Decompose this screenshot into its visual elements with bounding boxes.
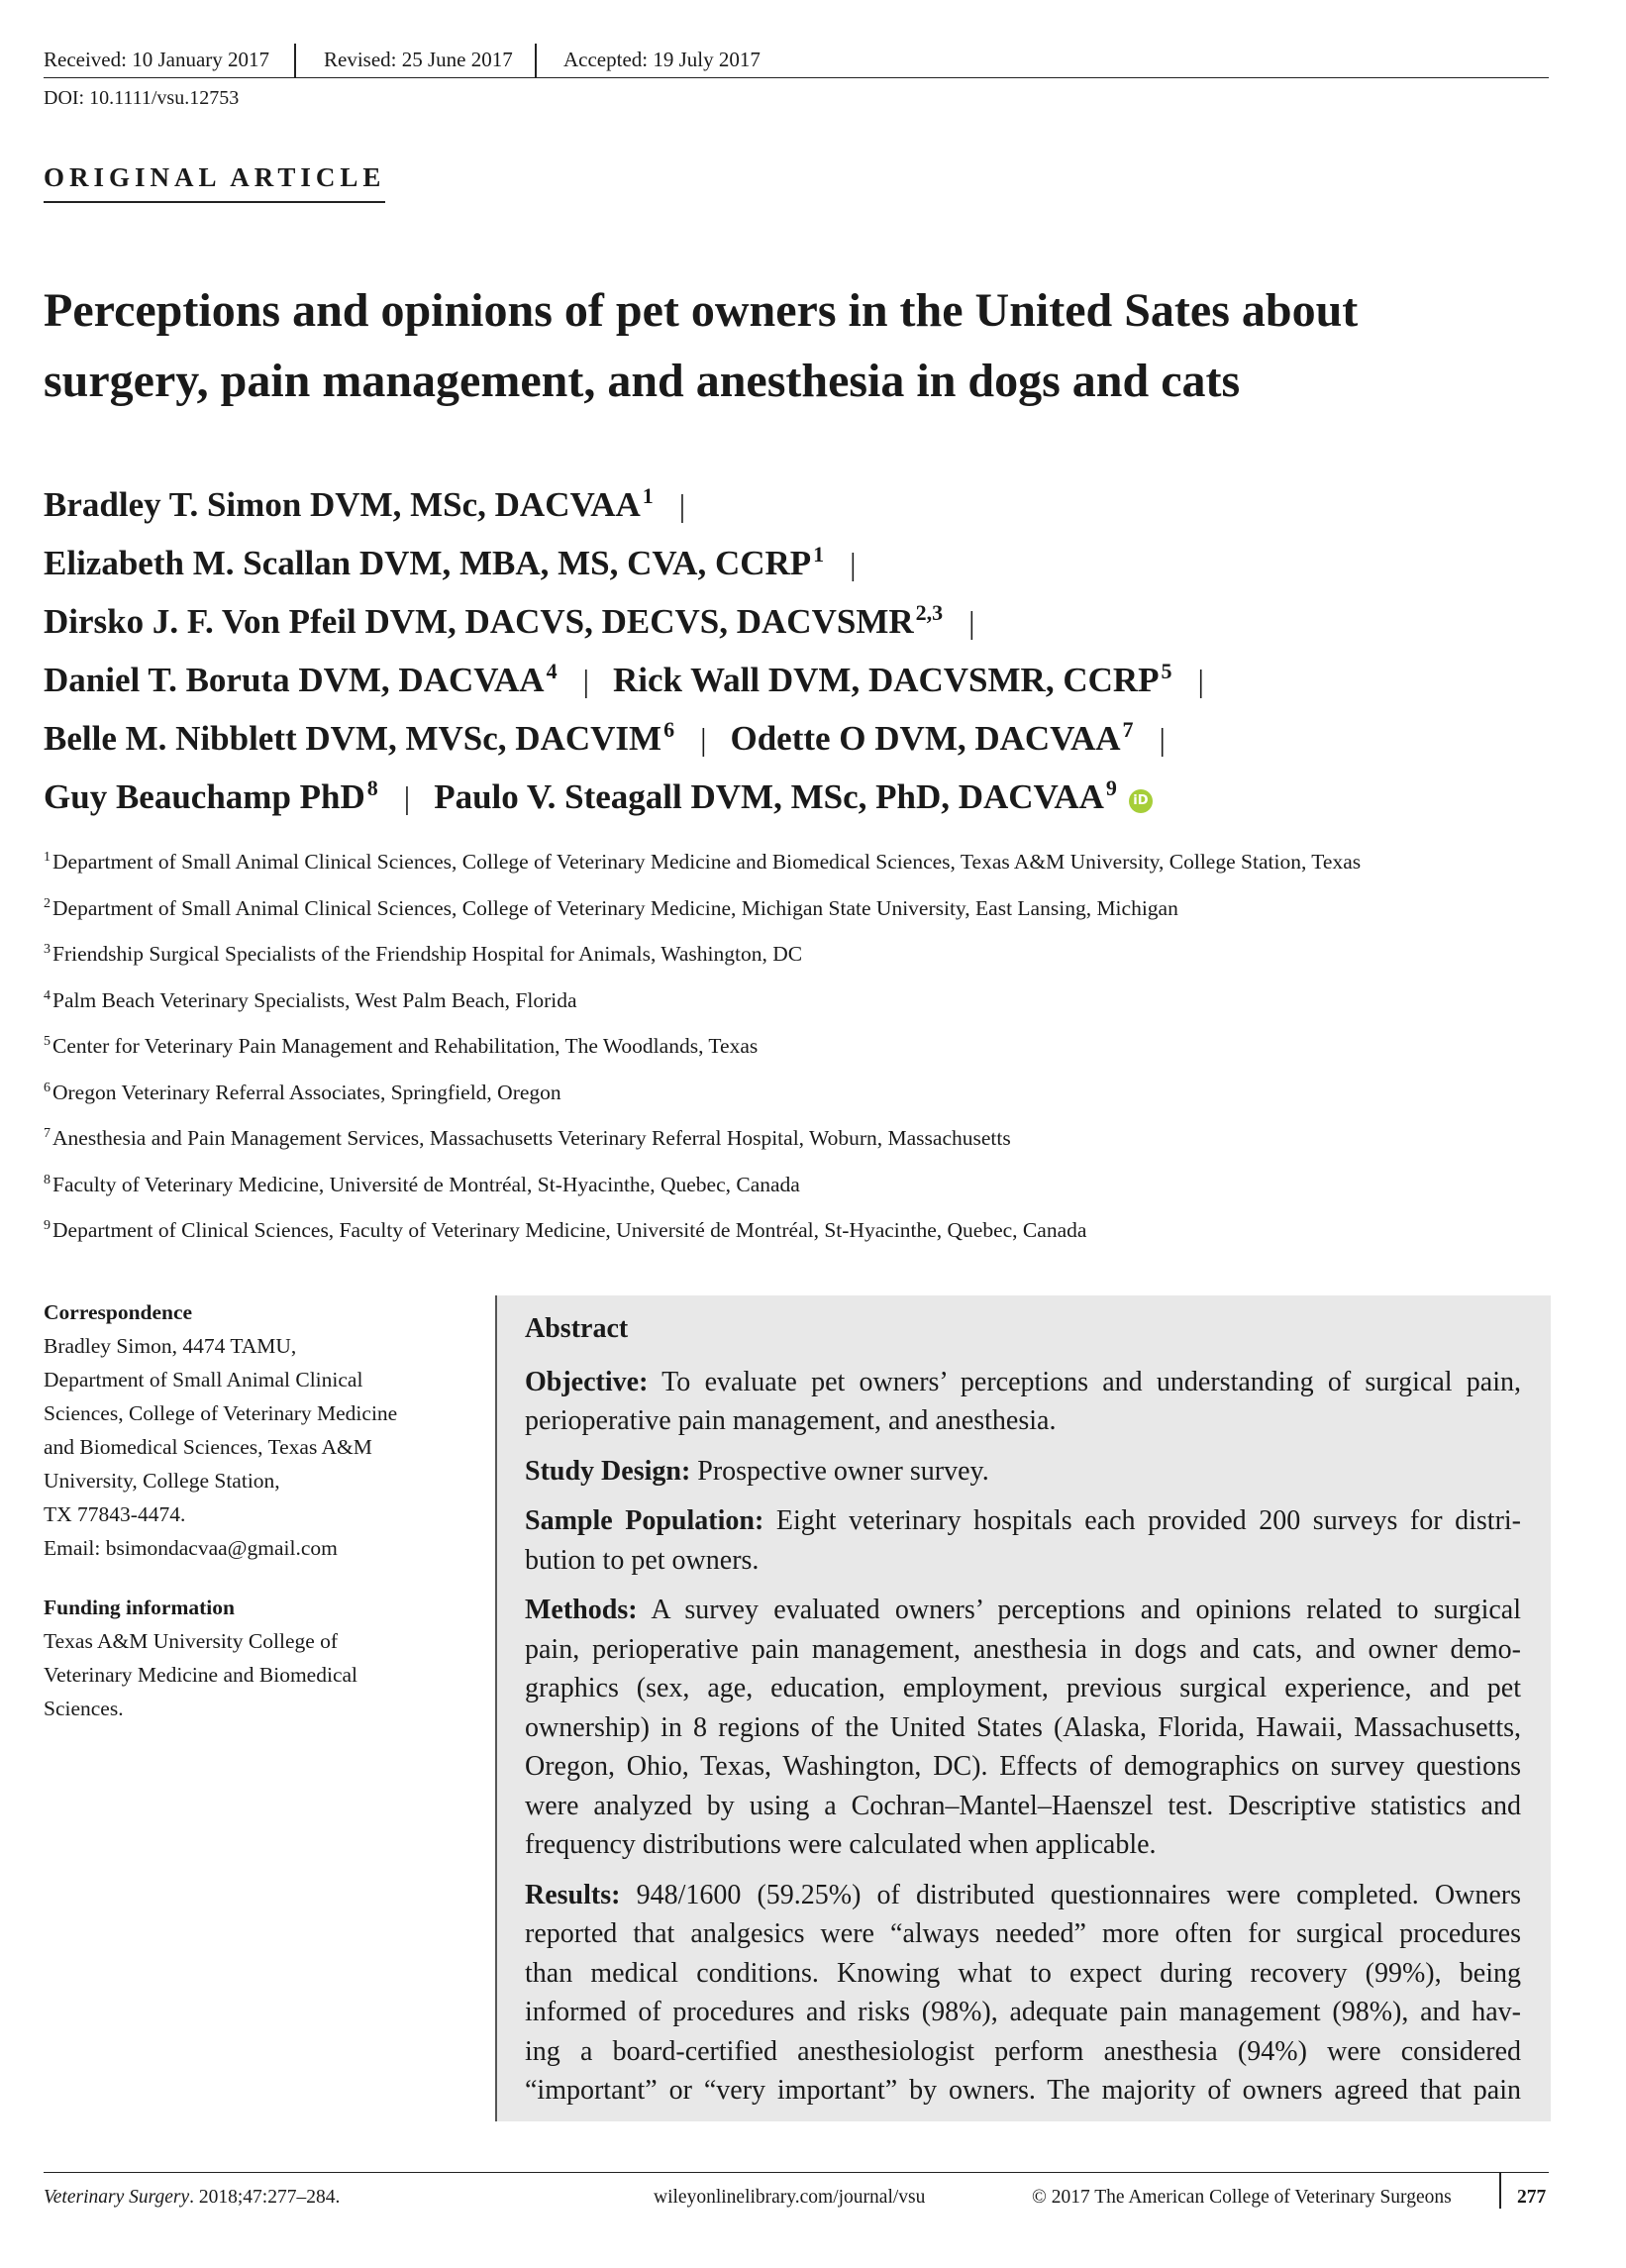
abstract-line: [525, 1876, 1521, 1915]
abstract-line: [525, 1591, 1521, 1630]
affiliation: [44, 1218, 1588, 1265]
abstract-section: [525, 1363, 1521, 1441]
author-separator: |: [403, 779, 411, 815]
affiliation-number: 9: [44, 1218, 51, 1233]
abstract-section: [525, 1501, 1521, 1580]
abstract-section: [525, 1452, 1521, 1492]
author-separator: |: [1197, 663, 1204, 698]
abstract-line: [525, 2071, 1521, 2111]
abstract-section: [525, 1876, 1521, 2111]
author-line: [44, 647, 1569, 705]
correspondence-line: Department of Small Animal Clinical: [44, 1368, 363, 1392]
article-history: [44, 44, 1549, 78]
author-name[interactable]: Elizabeth M. Scallan DVM, MBA, MS, CVA, CCRP: [44, 544, 812, 582]
correspondence-line: TX 77843-4474.: [44, 1502, 186, 1526]
footer-separator: [1499, 2173, 1501, 2209]
abstract-text: “important” or “very important” by owners. The majority of owners agreed that pain: [525, 2075, 1521, 2106]
date-separator: [294, 44, 296, 77]
abstract-line: [525, 2032, 1521, 2072]
correspondence-email[interactable]: Email: bsimondacvaa@gmail.com: [44, 1536, 338, 1560]
author-separator: |: [678, 487, 686, 523]
title-line: surgery, pain management, and anesthesia in dogs and cats: [44, 355, 1241, 407]
title-line: Perceptions and opinions of pet owners in the United Sates about: [44, 284, 1359, 337]
abstract-text: were analyzed by using a Cochran–Mantel–Haenszel test. Descriptive statistics and: [525, 1790, 1521, 1821]
abstract-line: [525, 1630, 1521, 1670]
abstract-line: [525, 1363, 1521, 1402]
page-footer: [44, 2172, 1549, 2218]
author-affiliation-ref: 8: [366, 775, 378, 800]
author-name[interactable]: Daniel T. Boruta DVM, DACVAA: [44, 661, 545, 699]
abstract-text: informed of procedures and risks (98%), adequate pain management (98%), and hav-: [525, 1997, 1521, 2027]
funding-line: Texas A&M University College of: [44, 1629, 339, 1653]
author-affiliation-ref: 6: [663, 717, 675, 742]
abstract-text: frequency distributions were calculated when applicable.: [525, 1829, 1157, 1860]
abstract-section-label: Objective:: [525, 1366, 649, 1397]
correspondence-line: University, College Station,: [44, 1469, 280, 1493]
author-name[interactable]: Belle M. Nibblett DVM, MVSc, DACVIM: [44, 719, 662, 758]
abstract-text: ing a board-certified anesthesiologist perform anesthesia (94%) were considered: [525, 2035, 1521, 2067]
abstract-line: [525, 1452, 1521, 1492]
abstract-text: than medical conditions. Knowing what to expect during recovery (99%), being: [525, 1957, 1521, 1989]
author-separator: |: [582, 663, 589, 698]
abstract-box: [495, 1295, 1551, 2121]
abstract-line: [525, 1501, 1521, 1541]
author-name[interactable]: Guy Beauchamp PhD: [44, 777, 365, 816]
received-date: Received: 10 January 2017: [44, 48, 270, 71]
abstract-section-label: Study Design:: [525, 1455, 691, 1487]
affiliation: [44, 942, 1588, 988]
affiliation-text: Palm Beach Veterinary Specialists, West Palm Beach, Florida: [52, 987, 577, 1012]
affiliation-number: 8: [44, 1172, 51, 1187]
orcid-icon[interactable]: iD: [1129, 789, 1153, 813]
affiliation-text: Department of Small Animal Clinical Sciences, College of Veterinary Medicine and Biomedical Sciences, Texas A&M University, College Station, Texas: [52, 850, 1362, 874]
author-line: [44, 764, 1569, 822]
article-title: [44, 275, 1569, 416]
author-affiliation-ref: 9: [1105, 775, 1117, 800]
author-name[interactable]: Rick Wall DVM, DACVSMR, CCRP: [612, 661, 1160, 699]
abstract-section-label: Methods:: [525, 1595, 638, 1625]
affiliation-number: 7: [44, 1126, 51, 1141]
abstract-text: ownership) in 8 regions of the United States (Alaska, Florida, Hawaii, Massachusetts,: [525, 1711, 1521, 1743]
abstract-line: [525, 1747, 1521, 1787]
author-name[interactable]: Odette O DVM, DACVAA: [730, 719, 1121, 758]
abstract-line: [525, 1541, 1521, 1581]
affiliation-number: 6: [44, 1080, 51, 1095]
sidebar-info: [44, 1295, 459, 1725]
abstract-line: [525, 1401, 1521, 1441]
abstract-text: A survey evaluated owners’ perceptions and opinions related to surgical: [651, 1595, 1521, 1625]
correspondence-line: and Biomedical Sciences, Texas A&M: [44, 1435, 372, 1459]
spacer: [44, 1565, 459, 1591]
date-separator: [535, 44, 537, 77]
copyright: © 2017 The American College of Veterinary Surgeons: [1032, 2187, 1452, 2208]
author-affiliation-ref: 1: [642, 483, 654, 508]
abstract-text: graphics (sex, age, education, employment, previous surgical experience, and pet: [525, 1673, 1521, 1703]
abstract-text: Eight veterinary hospitals each provided 200 surveys for distri-: [775, 1505, 1522, 1536]
abstract-line: [525, 1787, 1521, 1826]
affiliation-text: Department of Clinical Sciences, Faculty of Veterinary Medicine, Université de Montréal, St-Hyacinthe, Quebec, Canada: [52, 1218, 1087, 1242]
affiliation: [44, 850, 1588, 896]
author-line: [44, 530, 1569, 588]
affiliation-text: Friendship Surgical Specialists of the Friendship Hospital for Animals, Washington, DC: [52, 942, 803, 966]
funding-line: Sciences.: [44, 1697, 124, 1720]
author-separator: |: [850, 546, 857, 581]
affiliation-text: Oregon Veterinary Referral Associates, Springfield, Oregon: [52, 1080, 561, 1104]
abstract-line: [525, 1993, 1521, 2032]
citation-detail: . 2018;47:277–284.: [189, 2187, 341, 2208]
correspondence-line: Bradley Simon, 4474 TAMU,: [44, 1334, 297, 1358]
author-separator: |: [700, 721, 707, 757]
author-separator: |: [968, 604, 975, 640]
author-name[interactable]: Bradley T. Simon DVM, MSc, DACVAA: [44, 485, 641, 524]
author-line: [44, 705, 1569, 764]
abstract-text: pain, perioperative pain management, anesthesia in dogs and cats, and owner demo-: [525, 1633, 1521, 1665]
abstract-text: Oregon, Ohio, Texas, Washington, DC). Effects of demographics on survey questions: [525, 1751, 1521, 1782]
abstract-content: [525, 1309, 1521, 2121]
abstract-text: To evaluate pet owners’ perceptions and understanding of surgical pain,: [661, 1366, 1522, 1397]
affiliation-number: 3: [44, 942, 51, 957]
doi[interactable]: DOI: 10.1111/vsu.12753: [44, 87, 240, 109]
abstract-text: bution to pet owners.: [525, 1544, 760, 1576]
affiliation: [44, 1034, 1588, 1081]
author-name[interactable]: Dirsko J. F. Von Pfeil DVM, DACVS, DECVS, DACVSMR: [44, 602, 914, 641]
author-affiliation-ref: 2,3: [915, 600, 944, 625]
journal-name: Veterinary Surgery: [44, 2187, 190, 2208]
author-affiliation-ref: 1: [813, 542, 825, 567]
revised-date: Revised: 25 June 2017: [324, 48, 513, 71]
journal-url[interactable]: wileyonlinelibrary.com/journal/vsu: [654, 2187, 926, 2208]
abstract-section: [525, 1591, 1521, 1865]
abstract-section-label: Results:: [525, 1879, 621, 1910]
correspondence-label: Correspondence: [44, 1300, 193, 1324]
abstract-line: [525, 1708, 1521, 1748]
affiliation-number: 2: [44, 895, 51, 911]
author-affiliation-ref: 5: [1161, 659, 1172, 683]
author-name[interactable]: Paulo V. Steagall DVM, MSc, PhD, DACVAA: [434, 777, 1104, 816]
abstract-line: [525, 1914, 1521, 1954]
affiliation-number: 4: [44, 987, 51, 1003]
affiliation-text: Department of Small Animal Clinical Sciences, College of Veterinary Medicine, Michigan State University, East Lansing, Michigan: [52, 895, 1178, 920]
article-type-label: ORIGINAL ARTICLE: [44, 162, 385, 203]
journal-citation: [44, 2187, 340, 2209]
abstract-line: [525, 1669, 1521, 1708]
author-list: [44, 471, 1569, 822]
funding-line: Veterinary Medicine and Biomedical: [44, 1663, 358, 1687]
abstract-line: [525, 1825, 1521, 1865]
affiliation-text: Center for Veterinary Pain Management and Rehabilitation, The Woodlands, Texas: [52, 1034, 759, 1058]
author-line: [44, 588, 1569, 647]
affiliation-list: [44, 850, 1588, 1265]
funding-label: Funding information: [44, 1596, 235, 1619]
affiliation-text: Anesthesia and Pain Management Services, Massachusetts Veterinary Referral Hospital, Woburn, Massachusetts: [52, 1126, 1011, 1150]
correspondence-line: Sciences, College of Veterinary Medicine: [44, 1401, 398, 1425]
author-separator: |: [1159, 721, 1166, 757]
affiliation-number: 1: [44, 850, 51, 865]
author-affiliation-ref: 7: [1122, 717, 1134, 742]
accepted-date: Accepted: 19 July 2017: [563, 48, 761, 71]
abstract-line: [525, 1954, 1521, 1994]
affiliation: [44, 1081, 1588, 1127]
affiliation: [44, 1173, 1588, 1219]
affiliation: [44, 1126, 1588, 1173]
affiliation-number: 5: [44, 1034, 51, 1049]
abstract-text: 948/1600 (59.25%) of distributed questionnaires were completed. Owners: [636, 1879, 1521, 1910]
abstract-section-label: Sample Population:: [525, 1505, 764, 1536]
abstract-text: Prospective owner survey.: [697, 1455, 989, 1487]
page-number: 277: [1517, 2187, 1547, 2208]
abstract-text: perioperative pain management, and anesthesia.: [525, 1405, 1057, 1436]
abstract-text: reported that analgesics were “always needed” more often for surgical procedures: [525, 1918, 1521, 1949]
author-affiliation-ref: 4: [546, 659, 558, 683]
affiliation: [44, 988, 1588, 1035]
abstract-title: Abstract: [525, 1313, 629, 1344]
affiliation: [44, 896, 1588, 943]
affiliation-text: Faculty of Veterinary Medicine, Université de Montréal, St-Hyacinthe, Quebec, Canada: [52, 1172, 800, 1196]
author-line: [44, 471, 1569, 530]
